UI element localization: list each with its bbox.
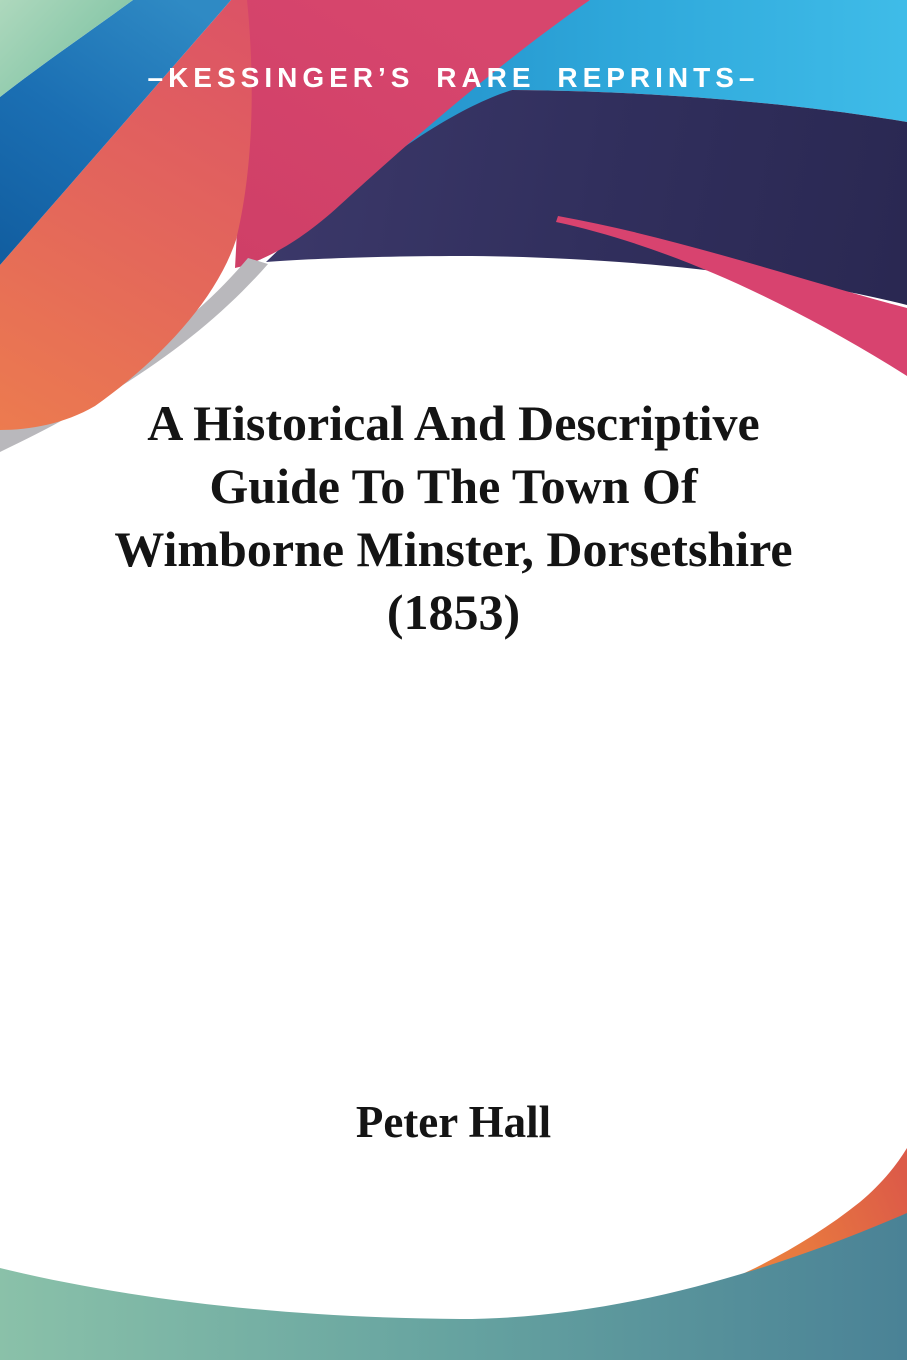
title-line-3: Wimborne Minster, Dorsetshire [114, 521, 793, 577]
bottom-wave-decoration [0, 1140, 907, 1360]
title-line-4: (1853) [386, 584, 521, 640]
author-name: Peter Hall [355, 1097, 552, 1147]
title-line-2: Guide To The Town Of [209, 458, 698, 514]
teal-wave-shape [0, 1213, 907, 1360]
book-title [0, 392, 907, 644]
publisher-banner: –KESSINGER’S RARE REPRINTS– [147, 62, 760, 93]
title-line-1: A Historical And Descriptive [147, 395, 760, 451]
